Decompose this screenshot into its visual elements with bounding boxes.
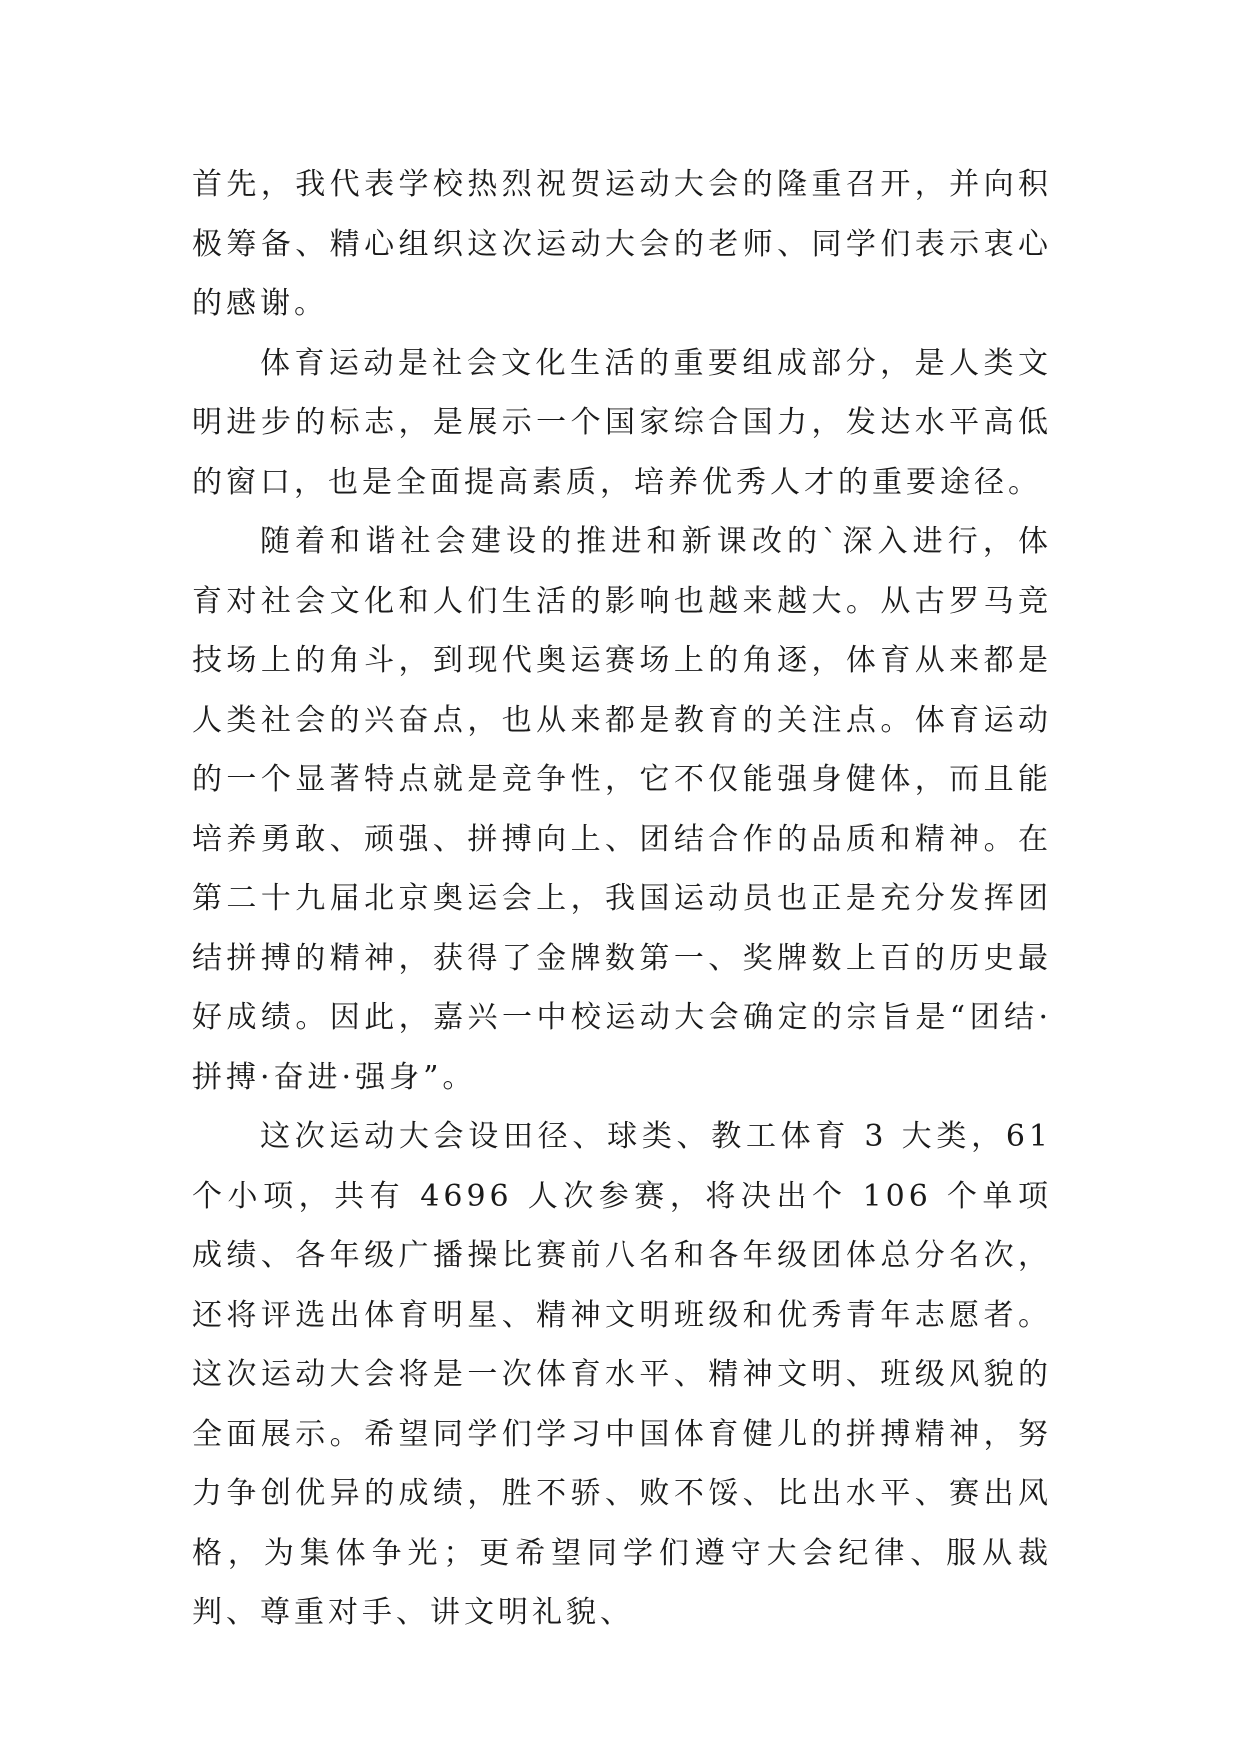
paragraph-sports-significance: 体育运动是社会文化生活的重要组成部分，是人类文明进步的标志，是展示一个国家综合国力，发达水平高低的窗口，也是全面提高素质，培养优秀人才的重要途径。	[192, 345, 1052, 500]
paragraph-games-overview: 这次运动大会设田径、球类、教工体育 3 大类，61 个小项，共有 4696 人次参赛，将决出个 106 个单项成绩、各年级广播操比赛前八名和各年级团体总分名次，还将评选出体育明星、精神文明班级和优秀青年志愿者。这次运动大会将是一次体育水平、精神文明、班级风貌的全面展示。希望同学们学习中国体育健儿的拼搏精神，努力争创优异的成绩，胜不骄、败不馁、比出水平、赛出风格，为集体争光；更希望同学们遵守大会纪律、服从裁判、尊重对手、讲文明礼貌、	[192, 1119, 1052, 1630]
paragraph-sports-influence: 随着和谐社会建设的推进和新课改的`深入进行，体育对社会文化和人们生活的影响也越来越大。从古罗马竞技场上的角斗，到现代奥运赛场上的角逐，体育从来都是人类社会的兴奋点，也从来都是教育的关注点。体育运动的一个显著特点就是竞争性，它不仅能强身健体，而且能培养勇敢、顽强、拼搏向上、团结合作的品质和精神。在第二十九届北京奥运会上，我国运动员也正是充分发挥团结拼搏的精神，获得了金牌数第一、奖牌数上百的历史最好成绩。因此，嘉兴一中校运动大会确定的宗旨是“团结·拼搏·奋进·强身”。	[192, 524, 1052, 1095]
paragraph-opening: 首先，我代表学校热烈祝贺运动大会的隆重召开，并向积极筹备、精心组织这次运动大会的老师、同学们表示衷心的感谢。	[192, 167, 1052, 321]
document-body	[192, 155, 1052, 1643]
